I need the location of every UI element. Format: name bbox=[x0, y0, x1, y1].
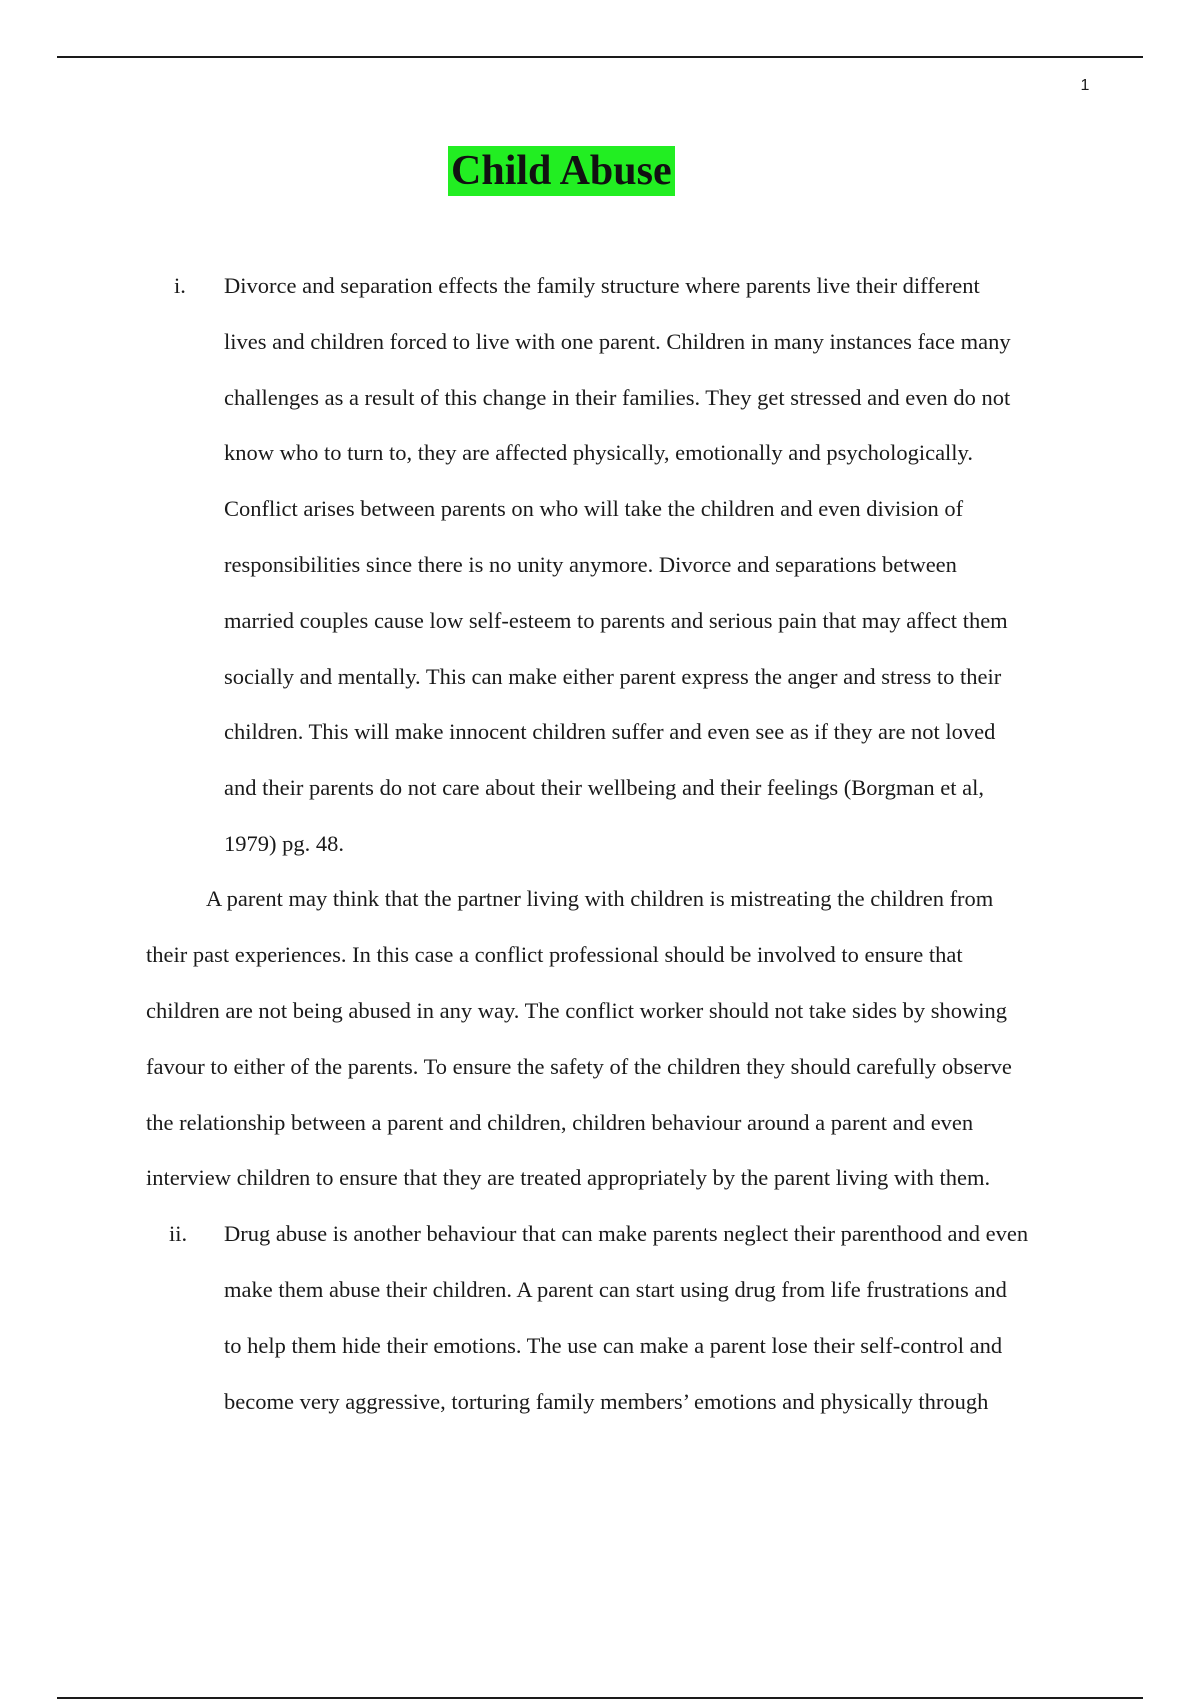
list-item-line: Conflict arises between parents on who will take the children and even division of bbox=[224, 496, 964, 521]
paragraph-line: their past experiences. In this case a conflict professional should be involved to ensure that bbox=[146, 942, 963, 967]
list-item-marker: ii. bbox=[169, 1221, 188, 1246]
list-item-marker: i. bbox=[174, 273, 186, 298]
list-item-line: and their parents do not care about their wellbeing and their feelings (Borgman et al, bbox=[224, 775, 984, 800]
list-item-line: 1979) pg. 48. bbox=[224, 831, 344, 856]
paragraph-line: children are not being abused in any way. The conflict worker should not take sides by showing bbox=[146, 998, 1008, 1023]
list-item-line: make them abuse their children. A parent can start using drug from life frustrations and bbox=[224, 1277, 1007, 1302]
list-item-line: socially and mentally. This can make either parent express the anger and stress to their bbox=[224, 664, 1002, 689]
document-title: Child Abuse bbox=[448, 146, 675, 196]
list-item-line: Drug abuse is another behaviour that can make parents neglect their parenthood and even bbox=[224, 1221, 1029, 1246]
page-number: 1 bbox=[1080, 77, 1090, 94]
footer-rule bbox=[57, 1697, 1143, 1699]
list-item-line: to help them hide their emotions. The use can make a parent lose their self-control and bbox=[224, 1333, 1003, 1358]
header-rule bbox=[57, 56, 1143, 58]
list-item-line: lives and children forced to live with one parent. Children in many instances face many bbox=[224, 329, 1011, 354]
list-item-line: know who to turn to, they are affected physically, emotionally and psychologically. bbox=[224, 440, 973, 465]
list-item-line: challenges as a result of this change in their families. They get stressed and even do not bbox=[224, 385, 1011, 410]
list-item-line: responsibilities since there is no unity anymore. Divorce and separations between bbox=[224, 552, 957, 577]
title-wrapper bbox=[448, 146, 675, 196]
list-item-line: Divorce and separation effects the family structure where parents live their different bbox=[224, 273, 980, 298]
list-item-line: married couples cause low self-esteem to parents and serious pain that may affect them bbox=[224, 608, 1008, 633]
paragraph-line: favour to either of the parents. To ensure the safety of the children they should carefully observe bbox=[146, 1054, 1012, 1079]
list-item-line: children. This will make innocent children suffer and even see as if they are not loved bbox=[224, 719, 996, 744]
paragraph-line: the relationship between a parent and children, children behaviour around a parent and even bbox=[146, 1110, 974, 1135]
paragraph-line: A parent may think that the partner living with children is mistreating the children from bbox=[206, 886, 994, 911]
list-item-line: become very aggressive, torturing family members’ emotions and physically through bbox=[224, 1389, 989, 1414]
paragraph-line: interview children to ensure that they are treated appropriately by the parent living with them. bbox=[146, 1165, 991, 1190]
